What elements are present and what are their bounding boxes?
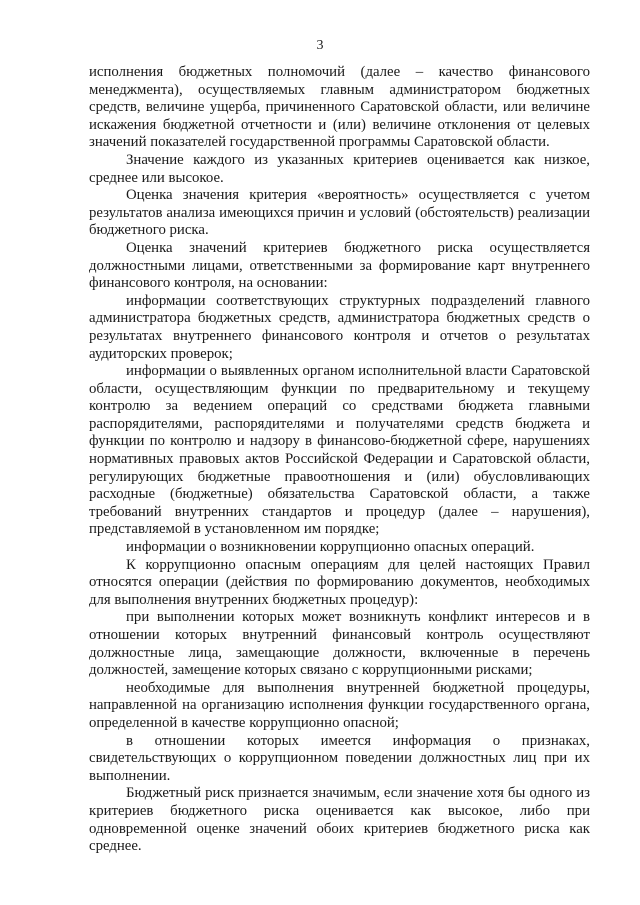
paragraph: информации соответствующих структурных подразделений главного администратора бюджетных средств, администратора бюджетных средств о результатах внутреннего финансового контроля и отчетов о результатах аудиторских проверок; (89, 292, 590, 362)
paragraph: Значение каждого из указанных критериев оценивается как низкое, среднее или высокое. (89, 151, 590, 186)
paragraph: при выполнении которых может возникнуть конфликт интересов и в отношении которых внутренний финансовый контроль осуществляют должностные лица, замещающие должности, включенные в перечень должностей, замещение которых связано с коррупционными рисками; (89, 609, 590, 679)
paragraph: исполнения бюджетных полномочий (далее – качество финансового менеджмента), осуществляемых главным администратором бюджетных средств, величине ущерба, причиненного Саратовской области, или величине искажения бюджетной отчетности и (или) величине отклонения от целевых значений показателей государственной программы Саратовской области. (89, 64, 590, 151)
paragraph: Оценка значений критериев бюджетного риска осуществляется должностными лицами, ответственными за формирование карт внутреннего финансового контроля, на основании: (89, 239, 590, 292)
paragraph: необходимые для выполнения внутренней бюджетной процедуры, направленной на организацию исполнения функции государственного органа, определенной в качестве коррупционно опасной; (89, 679, 590, 731)
paragraph: информации о возникновении коррупционно опасных операций. (126, 539, 535, 556)
paragraph: информации о выявленных органом исполнительной власти Саратовской области, осуществляющим функции по предварительному и текущему контролю за ведением операций со средствами бюджета главными распорядителями, распорядителями и получателями средств бюджета и функции по контролю и надзору в финансово-бюджетной сфере, нарушениях нормативных правовых актов Российской Федерации и Саратовской области, регулирующих бюджетные правоотношения и (или) обусловливающих расходные (бюджетные) обязательства Саратовской области, а также требований внутренних стандартов и процедур (далее – нарушения), представляемой в установленном им порядке; (89, 363, 590, 538)
paragraph: в отношении которых имеется информация о признаках, свидетельствующих о коррупционном поведении должностных лиц при их выполнении. (89, 732, 590, 784)
paragraph: Оценка значения критерия «вероятность» осуществляется с учетом результатов анализа имеющихся причин и условий (обстоятельств) реализации бюджетного риска. (89, 187, 590, 239)
paragraph: Бюджетный риск признается значимым, если значение хотя бы одного из критериев бюджетного риска оценивается как высокое, либо при одновременной оценке значений обоих критериев бюджетного риска как среднее. (89, 785, 590, 855)
document-body (89, 64, 590, 856)
page-number: 3 (316, 38, 324, 53)
paragraph: К коррупционно опасным операциям для целей настоящих Правил относятся операции (действия по формированию документов, необходимых для выполнения внутренних бюджетных процедур): (89, 556, 590, 608)
